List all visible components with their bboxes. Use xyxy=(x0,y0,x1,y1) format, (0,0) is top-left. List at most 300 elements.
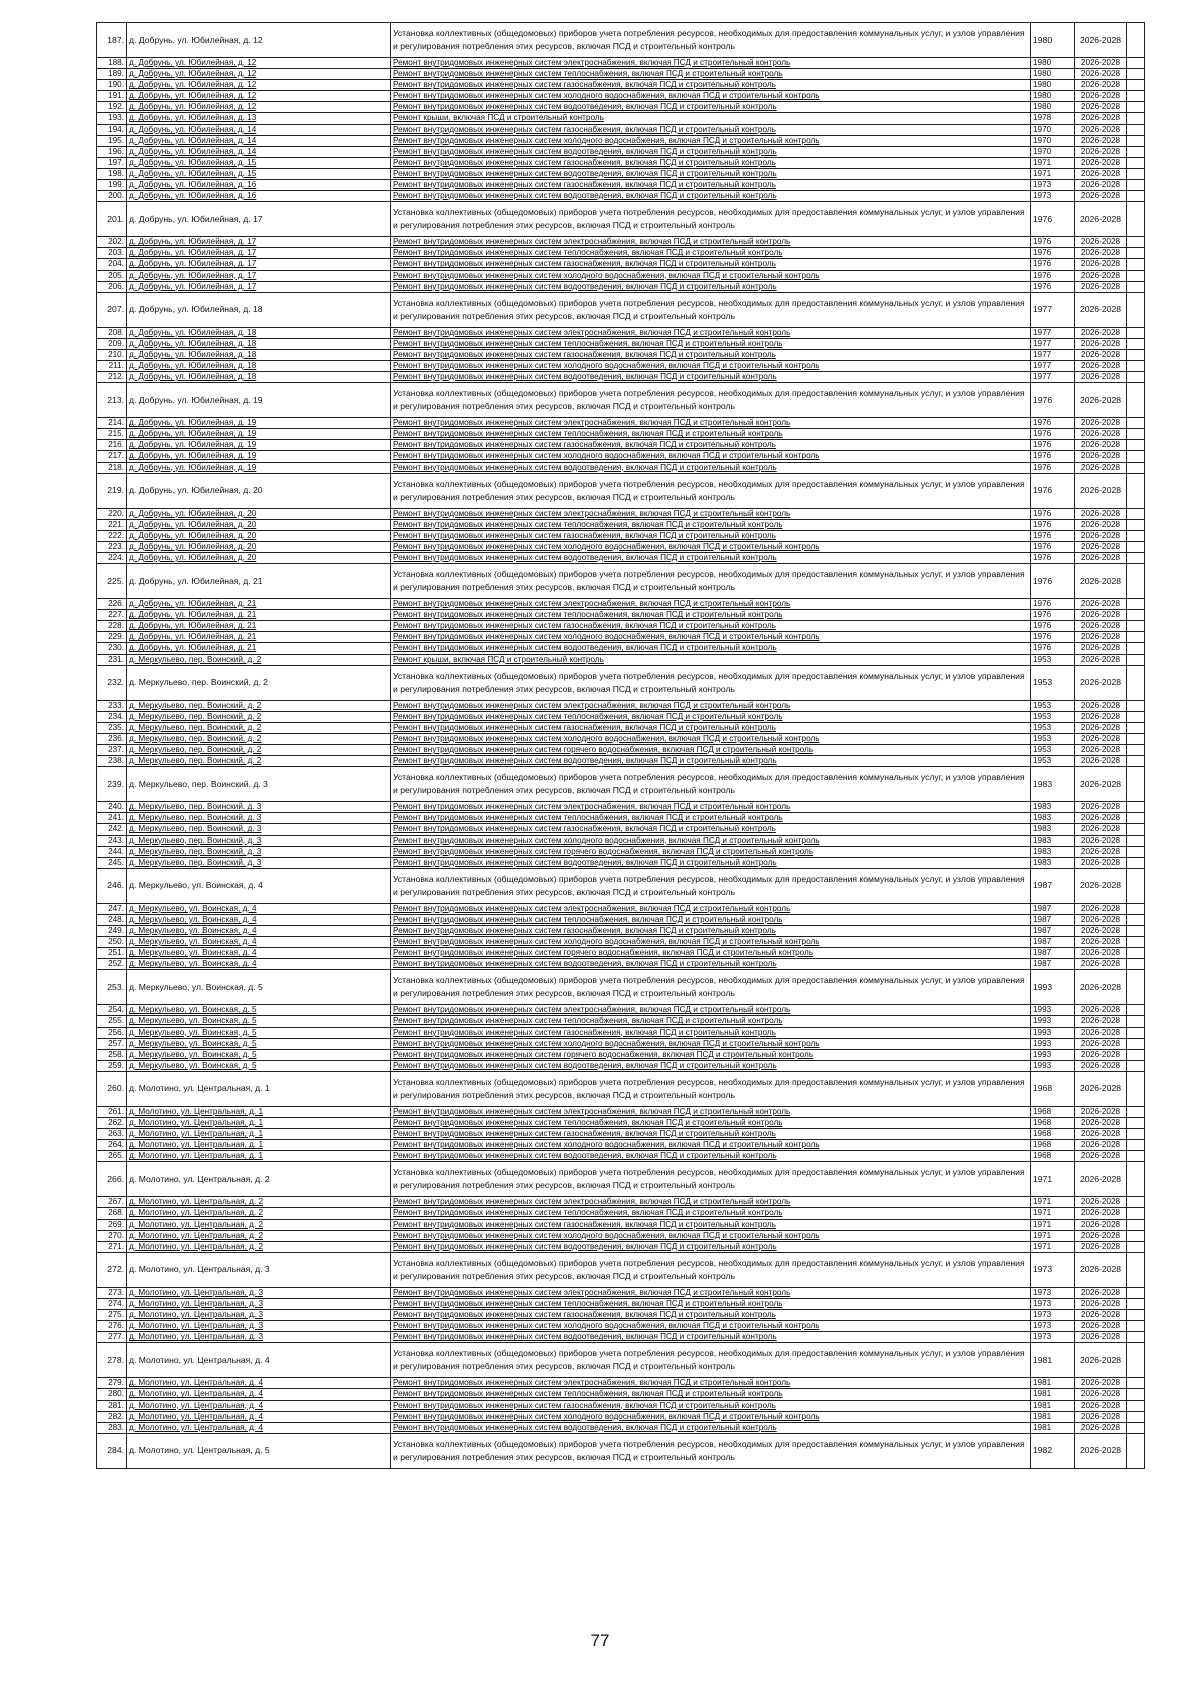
row-work-type: Ремонт внутридомовых инженерных систем водоотведения, включая ПСД и строительный контроль xyxy=(391,1422,1031,1433)
row-address: д. Добрунь, ул. Юбилейная, д. 14 xyxy=(127,124,391,135)
row-work-type: Ремонт внутридомовых инженерных систем водоотведения, включая ПСД и строительный контроль xyxy=(391,959,1031,970)
row-work-type: Ремонт внутридомовых инженерных систем водоотведения, включая ПСД и строительный контроль xyxy=(391,643,1031,654)
row-work-type: Ремонт внутридомовых инженерных систем электроснабжения, включая ПСД и строительный контроль xyxy=(391,508,1031,519)
table-row xyxy=(97,191,1145,202)
row-period: 2026-2028 xyxy=(1075,722,1127,733)
row-empty-cell xyxy=(1127,259,1145,270)
row-number: 251. xyxy=(97,948,127,959)
table-row xyxy=(97,1287,1145,1298)
row-address: д. Молотино, ул. Центральная, д. 4 xyxy=(127,1378,391,1389)
row-period: 2026-2028 xyxy=(1075,925,1127,936)
table-row xyxy=(97,508,1145,519)
table-row xyxy=(97,857,1145,868)
row-number: 187. xyxy=(97,23,127,58)
row-work-type: Установка коллективных (общедомовых) приборов учета потребления ресурсов, необходимых для предоставления коммунальных услуг, и узлов управления и регулирования потребления этих ресурсов, включая ПСД и строительный контроль xyxy=(391,473,1031,508)
row-address: д. Молотино, ул. Центральная, д. 3 xyxy=(127,1298,391,1309)
row-empty-cell xyxy=(1127,1060,1145,1071)
row-period: 2026-2028 xyxy=(1075,937,1127,948)
row-period: 2026-2028 xyxy=(1075,102,1127,113)
row-work-type: Ремонт внутридомовых инженерных систем горячего водоснабжения, включая ПСД и строительный контроль xyxy=(391,846,1031,857)
row-address: д. Меркульево, ул. Воинская, д. 4 xyxy=(127,948,391,959)
row-empty-cell xyxy=(1127,541,1145,552)
row-work-type: Ремонт крыши, включая ПСД и строительный контроль xyxy=(391,654,1031,665)
row-period: 2026-2028 xyxy=(1075,857,1127,868)
row-work-type: Ремонт внутридомовых инженерных систем холодного водоснабжения, включая ПСД и строительный контроль xyxy=(391,270,1031,281)
row-address: д. Добрунь, ул. Юбилейная, д. 17 xyxy=(127,248,391,259)
table-row xyxy=(97,1005,1145,1016)
row-work-type: Установка коллективных (общедомовых) приборов учета потребления ресурсов, необходимых для предоставления коммунальных услуг, и узлов управления и регулирования потребления этих ресурсов, включая ПСД и строительный контроль xyxy=(391,767,1031,802)
row-number: 198. xyxy=(97,168,127,179)
row-year: 1976 xyxy=(1031,564,1075,599)
row-address: д. Молотино, ул. Центральная, д. 3 xyxy=(127,1321,391,1332)
row-year: 1968 xyxy=(1031,1151,1075,1162)
row-period: 2026-2028 xyxy=(1075,1298,1127,1309)
row-year: 1976 xyxy=(1031,621,1075,632)
row-empty-cell xyxy=(1127,440,1145,451)
row-address: д. Меркульево, пер. Воинский, д. 2 xyxy=(127,756,391,767)
row-address: д. Добрунь, ул. Юбилейная, д. 12 xyxy=(127,80,391,91)
row-empty-cell xyxy=(1127,1038,1145,1049)
row-year: 1993 xyxy=(1031,1060,1075,1071)
table-row xyxy=(97,1060,1145,1071)
row-address: д. Молотино, ул. Центральная, д. 2 xyxy=(127,1219,391,1230)
row-work-type: Ремонт внутридомовых инженерных систем теплоснабжения, включая ПСД и строительный контроль xyxy=(391,813,1031,824)
table-row xyxy=(97,1298,1145,1309)
row-number: 189. xyxy=(97,69,127,80)
row-number: 249. xyxy=(97,925,127,936)
row-work-type: Ремонт внутридомовых инженерных систем водоотведения, включая ПСД и строительный контроль xyxy=(391,372,1031,383)
row-empty-cell xyxy=(1127,113,1145,124)
row-address: д. Молотино, ул. Центральная, д. 1 xyxy=(127,1129,391,1140)
row-address: д. Меркульево, ул. Воинская, д. 4 xyxy=(127,937,391,948)
row-year: 1993 xyxy=(1031,1027,1075,1038)
row-work-type: Ремонт внутридомовых инженерных систем газоснабжения, включая ПСД и строительный контроль xyxy=(391,349,1031,360)
row-year: 1973 xyxy=(1031,1287,1075,1298)
row-address: д. Меркульево, пер. Воинский, д. 3 xyxy=(127,767,391,802)
row-address: д. Добрунь, ул. Юбилейная, д. 19 xyxy=(127,429,391,440)
row-address: д. Добрунь, ул. Юбилейная, д. 21 xyxy=(127,643,391,654)
row-work-type: Ремонт крыши, включая ПСД и строительный контроль xyxy=(391,113,1031,124)
row-period: 2026-2028 xyxy=(1075,360,1127,371)
table-row xyxy=(97,1208,1145,1219)
row-address: д. Добрунь, ул. Юбилейная, д. 12 xyxy=(127,58,391,69)
row-number: 216. xyxy=(97,440,127,451)
row-year: 1976 xyxy=(1031,632,1075,643)
table-row xyxy=(97,711,1145,722)
row-empty-cell xyxy=(1127,292,1145,327)
row-work-type: Ремонт внутридомовых инженерных систем газоснабжения, включая ПСД и строительный контроль xyxy=(391,925,1031,936)
row-work-type: Установка коллективных (общедомовых) приборов учета потребления ресурсов, необходимых для предоставления коммунальных услуг, и узлов управления и регулирования потребления этих ресурсов, включая ПСД и строительный контроль xyxy=(391,1343,1031,1378)
table-row xyxy=(97,530,1145,541)
row-empty-cell xyxy=(1127,1140,1145,1151)
table-row xyxy=(97,202,1145,237)
row-work-type: Ремонт внутридомовых инженерных систем теплоснабжения, включая ПСД и строительный контроль xyxy=(391,1208,1031,1219)
row-work-type: Ремонт внутридомовых инженерных систем водоотведения, включая ПСД и строительный контроль xyxy=(391,756,1031,767)
table-row xyxy=(97,519,1145,530)
row-period: 2026-2028 xyxy=(1075,948,1127,959)
row-year: 1953 xyxy=(1031,756,1075,767)
table-row xyxy=(97,146,1145,157)
row-empty-cell xyxy=(1127,451,1145,462)
row-period: 2026-2028 xyxy=(1075,1389,1127,1400)
row-period: 2026-2028 xyxy=(1075,711,1127,722)
row-work-type: Ремонт внутридомовых инженерных систем теплоснабжения, включая ПСД и строительный контроль xyxy=(391,429,1031,440)
row-year: 1978 xyxy=(1031,113,1075,124)
row-address: д. Меркульево, ул. Воинская, д. 4 xyxy=(127,925,391,936)
table-row xyxy=(97,1151,1145,1162)
row-address: д. Меркульево, ул. Воинская, д. 4 xyxy=(127,868,391,903)
row-number: 233. xyxy=(97,700,127,711)
row-year: 1953 xyxy=(1031,665,1075,700)
row-year: 1976 xyxy=(1031,541,1075,552)
table-row xyxy=(97,1321,1145,1332)
row-empty-cell xyxy=(1127,58,1145,69)
table-row xyxy=(97,473,1145,508)
row-empty-cell xyxy=(1127,914,1145,925)
row-empty-cell xyxy=(1127,599,1145,610)
row-period: 2026-2028 xyxy=(1075,1433,1127,1468)
row-number: 232. xyxy=(97,665,127,700)
row-number: 230. xyxy=(97,643,127,654)
row-empty-cell xyxy=(1127,1332,1145,1343)
row-address: д. Добрунь, ул. Юбилейная, д. 21 xyxy=(127,610,391,621)
table-row xyxy=(97,102,1145,113)
row-empty-cell xyxy=(1127,473,1145,508)
row-address: д. Добрунь, ул. Юбилейная, д. 17 xyxy=(127,259,391,270)
row-number: 215. xyxy=(97,429,127,440)
row-number: 260. xyxy=(97,1071,127,1106)
table-row xyxy=(97,113,1145,124)
row-year: 1970 xyxy=(1031,124,1075,135)
row-year: 1976 xyxy=(1031,599,1075,610)
row-address: д. Молотино, ул. Центральная, д. 3 xyxy=(127,1310,391,1321)
table-row xyxy=(97,327,1145,338)
row-number: 277. xyxy=(97,1332,127,1343)
row-period: 2026-2028 xyxy=(1075,745,1127,756)
row-period: 2026-2028 xyxy=(1075,1049,1127,1060)
row-period: 2026-2028 xyxy=(1075,23,1127,58)
row-work-type: Установка коллективных (общедомовых) приборов учета потребления ресурсов, необходимых для предоставления коммунальных услуг, и узлов управления и регулирования потребления этих ресурсов, включая ПСД и строительный контроль xyxy=(391,23,1031,58)
row-year: 1983 xyxy=(1031,813,1075,824)
row-number: 273. xyxy=(97,1287,127,1298)
table-row xyxy=(97,1071,1145,1106)
row-number: 194. xyxy=(97,124,127,135)
row-number: 265. xyxy=(97,1151,127,1162)
row-year: 1980 xyxy=(1031,69,1075,80)
row-year: 1976 xyxy=(1031,610,1075,621)
row-year: 1977 xyxy=(1031,360,1075,371)
table-row xyxy=(97,1140,1145,1151)
row-year: 1977 xyxy=(1031,327,1075,338)
table-row xyxy=(97,91,1145,102)
row-number: 204. xyxy=(97,259,127,270)
table-row xyxy=(97,610,1145,621)
row-address: д. Добрунь, ул. Юбилейная, д. 17 xyxy=(127,281,391,292)
row-address: д. Молотино, ул. Центральная, д. 1 xyxy=(127,1151,391,1162)
row-work-type: Ремонт внутридомовых инженерных систем газоснабжения, включая ПСД и строительный контроль xyxy=(391,1129,1031,1140)
row-number: 228. xyxy=(97,621,127,632)
row-year: 1981 xyxy=(1031,1378,1075,1389)
table-row xyxy=(97,418,1145,429)
row-period: 2026-2028 xyxy=(1075,440,1127,451)
row-year: 1953 xyxy=(1031,711,1075,722)
row-address: д. Меркульево, пер. Воинский, д. 2 xyxy=(127,665,391,700)
table-row xyxy=(97,1230,1145,1241)
table-row xyxy=(97,903,1145,914)
row-work-type: Ремонт внутридомовых инженерных систем газоснабжения, включая ПСД и строительный контроль xyxy=(391,1310,1031,1321)
row-number: 203. xyxy=(97,248,127,259)
row-year: 1977 xyxy=(1031,292,1075,327)
row-year: 1983 xyxy=(1031,835,1075,846)
row-period: 2026-2028 xyxy=(1075,1400,1127,1411)
row-empty-cell xyxy=(1127,248,1145,259)
table-row xyxy=(97,835,1145,846)
row-number: 261. xyxy=(97,1106,127,1117)
row-empty-cell xyxy=(1127,1208,1145,1219)
row-number: 208. xyxy=(97,327,127,338)
row-address: д. Меркульево, ул. Воинская, д. 5 xyxy=(127,1005,391,1016)
row-period: 2026-2028 xyxy=(1075,1422,1127,1433)
row-year: 1971 xyxy=(1031,157,1075,168)
row-address: д. Добрунь, ул. Юбилейная, д. 15 xyxy=(127,157,391,168)
row-empty-cell xyxy=(1127,756,1145,767)
row-empty-cell xyxy=(1127,80,1145,91)
row-address: д. Молотино, ул. Центральная, д. 2 xyxy=(127,1197,391,1208)
row-address: д. Добрунь, ул. Юбилейная, д. 20 xyxy=(127,553,391,564)
row-address: д. Добрунь, ул. Юбилейная, д. 18 xyxy=(127,338,391,349)
row-year: 1976 xyxy=(1031,270,1075,281)
row-year: 1973 xyxy=(1031,1310,1075,1321)
row-address: д. Меркульево, ул. Воинская, д. 5 xyxy=(127,970,391,1005)
row-period: 2026-2028 xyxy=(1075,372,1127,383)
row-address: д. Добрунь, ул. Юбилейная, д. 18 xyxy=(127,372,391,383)
row-work-type: Установка коллективных (общедомовых) приборов учета потребления ресурсов, необходимых для предоставления коммунальных услуг, и узлов управления и регулирования потребления этих ресурсов, включая ПСД и строительный контроль xyxy=(391,1162,1031,1197)
row-empty-cell xyxy=(1127,610,1145,621)
row-work-type: Ремонт внутридомовых инженерных систем холодного водоснабжения, включая ПСД и строительный контроль xyxy=(391,1230,1031,1241)
row-work-type: Ремонт внутридомовых инженерных систем холодного водоснабжения, включая ПСД и строительный контроль xyxy=(391,733,1031,744)
row-number: 239. xyxy=(97,767,127,802)
row-empty-cell xyxy=(1127,281,1145,292)
row-address: д. Добрунь, ул. Юбилейная, д. 20 xyxy=(127,530,391,541)
row-work-type: Ремонт внутридомовых инженерных систем теплоснабжения, включая ПСД и строительный контроль xyxy=(391,914,1031,925)
row-year: 1976 xyxy=(1031,418,1075,429)
row-work-type: Ремонт внутридомовых инженерных систем водоотведения, включая ПСД и строительный контроль xyxy=(391,1332,1031,1343)
row-work-type: Ремонт внутридомовых инженерных систем теплоснабжения, включая ПСД и строительный контроль xyxy=(391,248,1031,259)
row-empty-cell xyxy=(1127,1298,1145,1309)
row-number: 247. xyxy=(97,903,127,914)
row-address: д. Меркульево, пер. Воинский, д. 2 xyxy=(127,733,391,744)
row-year: 1980 xyxy=(1031,80,1075,91)
table-row xyxy=(97,69,1145,80)
table-row xyxy=(97,259,1145,270)
row-year: 1976 xyxy=(1031,530,1075,541)
row-empty-cell xyxy=(1127,1071,1145,1106)
row-number: 210. xyxy=(97,349,127,360)
row-period: 2026-2028 xyxy=(1075,621,1127,632)
row-work-type: Ремонт внутридомовых инженерных систем водоотведения, включая ПСД и строительный контроль xyxy=(391,857,1031,868)
row-number: 256. xyxy=(97,1027,127,1038)
row-empty-cell xyxy=(1127,1241,1145,1252)
row-empty-cell xyxy=(1127,643,1145,654)
row-period: 2026-2028 xyxy=(1075,1038,1127,1049)
row-period: 2026-2028 xyxy=(1075,1129,1127,1140)
row-number: 207. xyxy=(97,292,127,327)
row-work-type: Ремонт внутридомовых инженерных систем газоснабжения, включая ПСД и строительный контроль xyxy=(391,180,1031,191)
row-address: д. Добрунь, ул. Юбилейная, д. 19 xyxy=(127,440,391,451)
row-empty-cell xyxy=(1127,632,1145,643)
row-year: 1981 xyxy=(1031,1400,1075,1411)
row-number: 248. xyxy=(97,914,127,925)
row-work-type: Ремонт внутридомовых инженерных систем холодного водоснабжения, включая ПСД и строительный контроль xyxy=(391,1140,1031,1151)
row-period: 2026-2028 xyxy=(1075,700,1127,711)
row-number: 220. xyxy=(97,508,127,519)
row-address: д. Меркульево, ул. Воинская, д. 4 xyxy=(127,903,391,914)
row-empty-cell xyxy=(1127,418,1145,429)
row-number: 206. xyxy=(97,281,127,292)
row-number: 200. xyxy=(97,191,127,202)
table-row xyxy=(97,1378,1145,1389)
row-period: 2026-2028 xyxy=(1075,259,1127,270)
row-empty-cell xyxy=(1127,903,1145,914)
row-year: 1976 xyxy=(1031,643,1075,654)
row-number: 234. xyxy=(97,711,127,722)
row-number: 209. xyxy=(97,338,127,349)
table-row xyxy=(97,23,1145,58)
row-number: 270. xyxy=(97,1230,127,1241)
table-row xyxy=(97,1241,1145,1252)
row-empty-cell xyxy=(1127,937,1145,948)
table-row xyxy=(97,237,1145,248)
table-row xyxy=(97,745,1145,756)
row-period: 2026-2028 xyxy=(1075,1310,1127,1321)
row-period: 2026-2028 xyxy=(1075,835,1127,846)
row-number: 235. xyxy=(97,722,127,733)
row-period: 2026-2028 xyxy=(1075,632,1127,643)
row-work-type: Ремонт внутридомовых инженерных систем водоотведения, включая ПСД и строительный контроль xyxy=(391,281,1031,292)
row-work-type: Ремонт внутридомовых инженерных систем газоснабжения, включая ПСД и строительный контроль xyxy=(391,1219,1031,1230)
row-empty-cell xyxy=(1127,1162,1145,1197)
row-period: 2026-2028 xyxy=(1075,519,1127,530)
row-number: 197. xyxy=(97,157,127,168)
row-work-type: Ремонт внутридомовых инженерных систем электроснабжения, включая ПСД и строительный контроль xyxy=(391,1287,1031,1298)
row-year: 1976 xyxy=(1031,451,1075,462)
row-work-type: Ремонт внутридомовых инженерных систем горячего водоснабжения, включая ПСД и строительный контроль xyxy=(391,1049,1031,1060)
row-period: 2026-2028 xyxy=(1075,959,1127,970)
row-work-type: Ремонт внутридомовых инженерных систем теплоснабжения, включая ПСД и строительный контроль xyxy=(391,519,1031,530)
table-row xyxy=(97,168,1145,179)
row-period: 2026-2028 xyxy=(1075,530,1127,541)
row-address: д. Меркульево, пер. Воинский, д. 3 xyxy=(127,824,391,835)
row-period: 2026-2028 xyxy=(1075,157,1127,168)
row-number: 282. xyxy=(97,1411,127,1422)
row-empty-cell xyxy=(1127,1219,1145,1230)
row-number: 195. xyxy=(97,135,127,146)
row-year: 1976 xyxy=(1031,281,1075,292)
row-year: 1982 xyxy=(1031,1433,1075,1468)
table-row xyxy=(97,58,1145,69)
row-number: 237. xyxy=(97,745,127,756)
row-number: 250. xyxy=(97,937,127,948)
row-empty-cell xyxy=(1127,846,1145,857)
row-address: д. Меркульево, ул. Воинская, д. 5 xyxy=(127,1038,391,1049)
row-address: д. Меркульево, пер. Воинский, д. 3 xyxy=(127,857,391,868)
table-row xyxy=(97,756,1145,767)
row-empty-cell xyxy=(1127,802,1145,813)
table-row xyxy=(97,429,1145,440)
row-year: 1971 xyxy=(1031,168,1075,179)
row-address: д. Добрунь, ул. Юбилейная, д. 12 xyxy=(127,91,391,102)
table-row xyxy=(97,553,1145,564)
row-empty-cell xyxy=(1127,146,1145,157)
table-row xyxy=(97,541,1145,552)
row-address: д. Меркульево, ул. Воинская, д. 5 xyxy=(127,1027,391,1038)
row-address: д. Молотино, ул. Центральная, д. 3 xyxy=(127,1287,391,1298)
row-number: 229. xyxy=(97,632,127,643)
row-number: 242. xyxy=(97,824,127,835)
row-empty-cell xyxy=(1127,519,1145,530)
row-year: 1993 xyxy=(1031,1038,1075,1049)
row-work-type: Ремонт внутридомовых инженерных систем водоотведения, включая ПСД и строительный контроль xyxy=(391,168,1031,179)
row-work-type: Ремонт внутридомовых инженерных систем горячего водоснабжения, включая ПСД и строительный контроль xyxy=(391,948,1031,959)
table-row xyxy=(97,1389,1145,1400)
row-empty-cell xyxy=(1127,767,1145,802)
row-work-type: Ремонт внутридомовых инженерных систем холодного водоснабжения, включая ПСД и строительный контроль xyxy=(391,360,1031,371)
row-number: 262. xyxy=(97,1118,127,1129)
row-address: д. Молотино, ул. Центральная, д. 4 xyxy=(127,1389,391,1400)
row-period: 2026-2028 xyxy=(1075,541,1127,552)
table-row xyxy=(97,451,1145,462)
row-year: 1973 xyxy=(1031,1252,1075,1287)
row-period: 2026-2028 xyxy=(1075,508,1127,519)
row-year: 1993 xyxy=(1031,1016,1075,1027)
table-row xyxy=(97,767,1145,802)
row-year: 1983 xyxy=(1031,824,1075,835)
table-row xyxy=(97,1411,1145,1422)
row-period: 2026-2028 xyxy=(1075,180,1127,191)
row-year: 1973 xyxy=(1031,180,1075,191)
works-table xyxy=(96,22,1145,1469)
table-row xyxy=(97,937,1145,948)
row-number: 275. xyxy=(97,1310,127,1321)
row-address: д. Добрунь, ул. Юбилейная, д. 17 xyxy=(127,237,391,248)
row-empty-cell xyxy=(1127,1197,1145,1208)
row-empty-cell xyxy=(1127,338,1145,349)
table-row xyxy=(97,124,1145,135)
row-work-type: Ремонт внутридомовых инженерных систем холодного водоснабжения, включая ПСД и строительный контроль xyxy=(391,1321,1031,1332)
row-number: 225. xyxy=(97,564,127,599)
table-row xyxy=(97,270,1145,281)
table-row xyxy=(97,1049,1145,1060)
row-empty-cell xyxy=(1127,23,1145,58)
row-empty-cell xyxy=(1127,711,1145,722)
row-empty-cell xyxy=(1127,1151,1145,1162)
row-work-type: Ремонт внутридомовых инженерных систем электроснабжения, включая ПСД и строительный контроль xyxy=(391,903,1031,914)
row-address: д. Молотино, ул. Центральная, д. 5 xyxy=(127,1433,391,1468)
row-year: 1976 xyxy=(1031,508,1075,519)
row-address: д. Добрунь, ул. Юбилейная, д. 16 xyxy=(127,191,391,202)
table-row xyxy=(97,383,1145,418)
table-row xyxy=(97,1016,1145,1027)
table-row xyxy=(97,1343,1145,1378)
table-row xyxy=(97,970,1145,1005)
table-row xyxy=(97,1129,1145,1140)
row-address: д. Молотино, ул. Центральная, д. 2 xyxy=(127,1162,391,1197)
row-year: 1987 xyxy=(1031,959,1075,970)
row-period: 2026-2028 xyxy=(1075,429,1127,440)
page-number: 77 xyxy=(590,1631,610,1650)
row-address: д. Меркульево, пер. Воинский, д. 3 xyxy=(127,846,391,857)
row-work-type: Ремонт внутридомовых инженерных систем теплоснабжения, включая ПСД и строительный контроль xyxy=(391,338,1031,349)
